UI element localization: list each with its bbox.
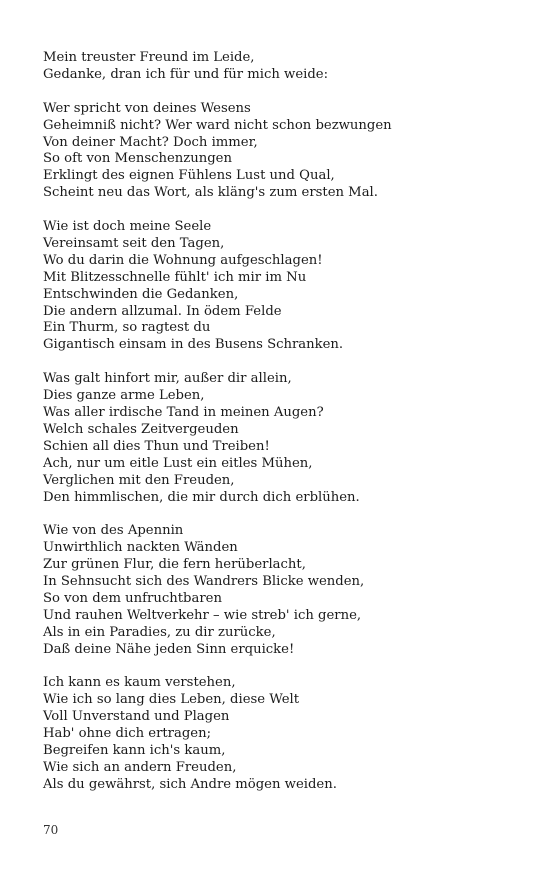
verse-line: Wer spricht von deines Wesens [43,100,251,116]
verse-line: Ich kann es kaum verstehen, [43,675,236,691]
verse-line: Erklingt des eignen Fühlens Lust und Qual, [43,168,335,184]
verse-line: Den himmlischen, die mir durch dich erblühen. [43,489,360,505]
verse-line: Hab' ohne dich ertragen; [43,726,212,742]
verse-line: So oft von Menschenzungen [43,151,232,167]
stanza-5 [43,523,513,658]
verse-line: Gedanke, dran ich für und für mich weide: [43,66,329,82]
verse-line: Zur grünen Flur, die fern herüberlacht, [43,557,306,573]
verse-line: Wo du darin die Wohnung aufgeschlagen! [43,252,323,268]
verse-line: Als in ein Paradies, zu dir zurücke, [43,624,276,640]
verse-line: So von dem unfruchtbaren [43,590,222,606]
verse-line: Von deiner Macht? Doch immer, [43,134,258,150]
verse-line: Daß deine Nähe jeden Sinn erquicke! [43,641,295,657]
stanza-4 [43,371,513,506]
stanza-2 [43,101,513,202]
verse-line: Mein treuster Freund im Leide, [43,50,255,65]
verse-line: Gigantisch einsam in des Busens Schranken. [43,337,344,353]
verse-line: Was galt hinfort mir, außer dir allein, [43,371,292,387]
verse-line: Dies ganze arme Leben, [43,388,205,404]
verse-line: Welch schales Zeitvergeuden [43,421,239,437]
verse-line: Vereinsamt seit den Tagen, [43,235,225,251]
stanza-1 [43,50,513,84]
verse-line: Entschwinden die Gedanken, [43,286,239,302]
verse-line: Und rauhen Weltverkehr – wie streb' ich gerne, [43,607,362,623]
verse-line: In Sehnsucht sich des Wandrers Blicke wenden, [43,574,365,590]
verse-line: Geheimniß nicht? Wer ward nicht schon bezwungen [43,117,392,133]
verse-line: Scheint neu das Wort, als kläng's zum ersten Mal. [43,185,378,201]
poem-body [43,50,513,794]
verse-line: Wie sich an andern Freuden, [43,759,237,775]
verse-line: Als du gewährst, sich Andre mögen weiden. [43,776,337,792]
verse-line: Was aller irdische Tand in meinen Augen? [43,404,324,420]
verse-line: Verglichen mit den Freuden, [43,472,235,488]
verse-line: Voll Unverstand und Plagen [43,709,230,725]
stanza-6 [43,675,513,793]
verse-line: Wie ist doch meine Seele [43,219,212,235]
verse-line: Wie ich so lang dies Leben, diese Welt [43,692,300,708]
verse-line: Die andern allzumal. In ödem Felde [43,303,282,319]
verse-line: Unwirthlich nackten Wänden [43,540,238,556]
verse-line: Begreifen kann ich's kaum, [43,743,226,759]
stanza-3 [43,219,513,354]
verse-line: Ein Thurm, so ragtest du [43,320,211,336]
verse-line: Schien all dies Thun und Treiben! [43,438,270,454]
verse-line: Ach, nur um eitle Lust ein eitles Mühen, [43,455,313,471]
verse-line: Mit Blitzesschnelle fühlt' ich mir im Nu [43,269,307,285]
page-number: 70 [43,823,59,837]
verse-line: Wie von des Apennin [43,523,184,539]
